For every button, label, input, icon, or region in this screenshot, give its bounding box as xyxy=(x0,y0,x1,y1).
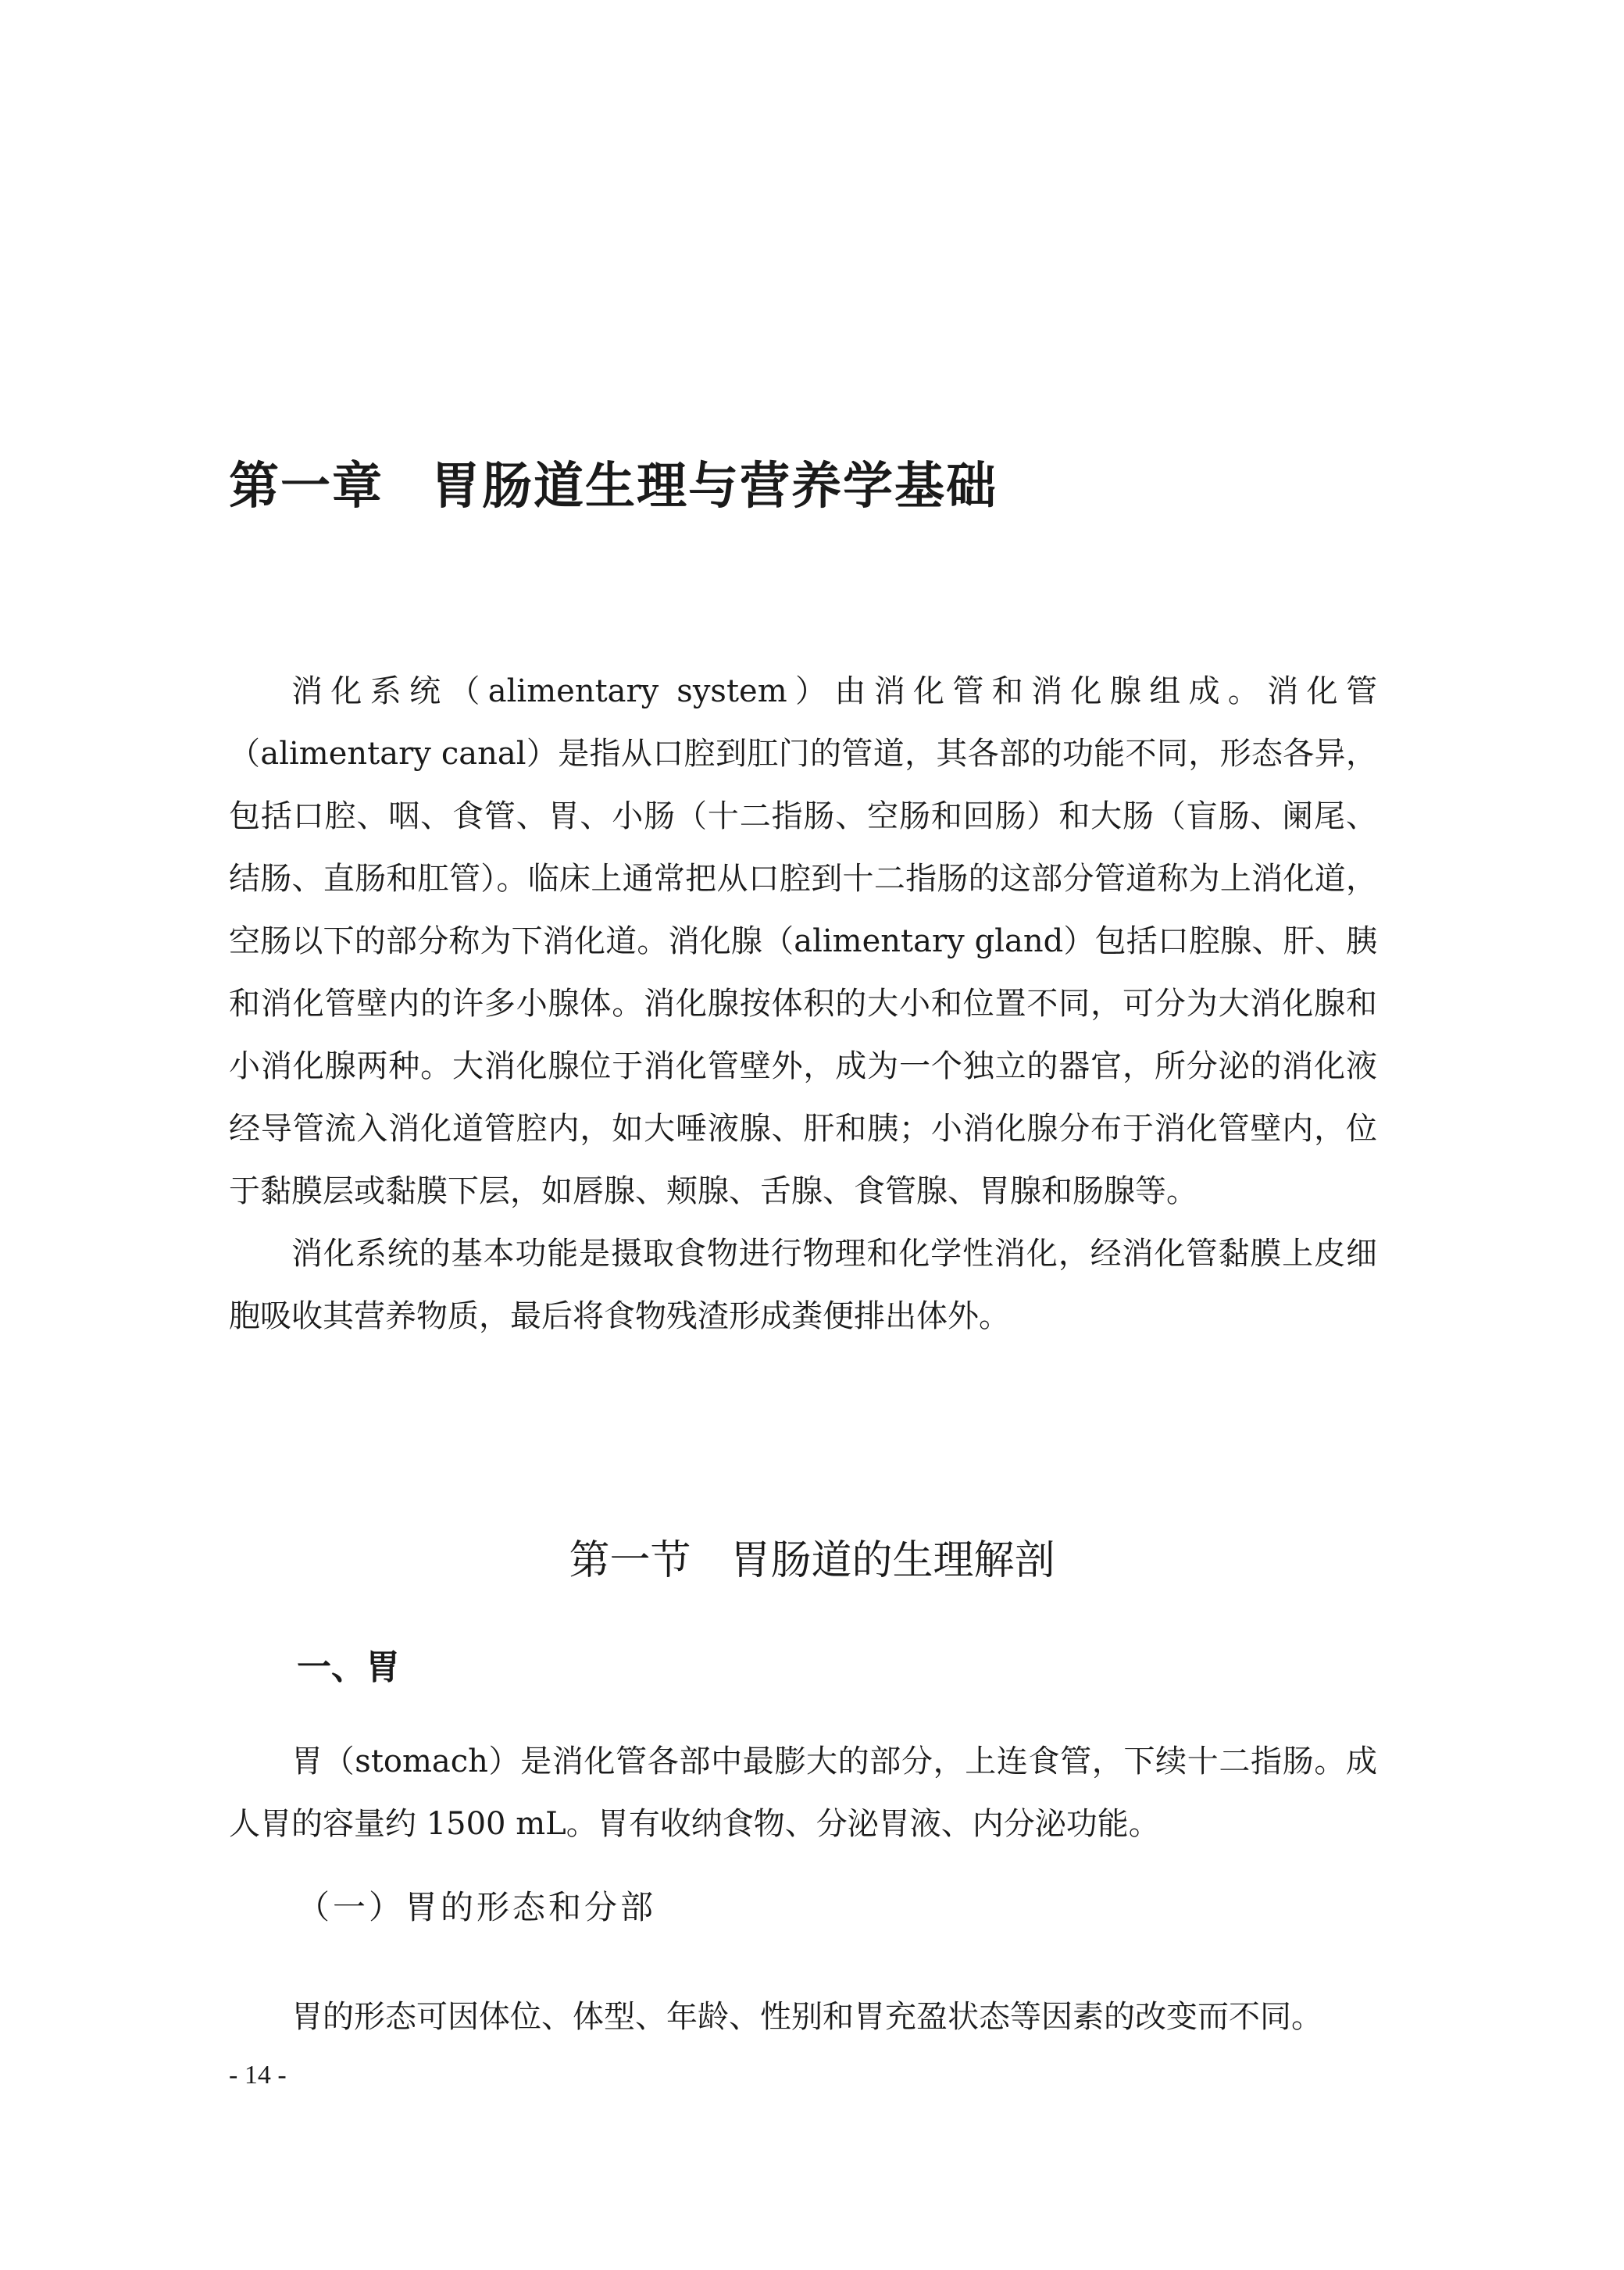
intro-paragraph: 消化系统的基本功能是摄取食物进行物理和化学性消化，经消化管黏膜上皮细胞吸收其营养物质，最后将食物残渣形成粪便排出体外。 xyxy=(229,1236,1377,1334)
section-title xyxy=(0,1529,1624,1592)
page-number: - 14 - xyxy=(229,2061,287,2090)
chapter-number: 第一章 xyxy=(229,458,384,516)
subsection-heading: 一、胃 xyxy=(297,1647,400,1687)
section-name: 胃肠道的生理解剖 xyxy=(730,1537,1055,1584)
morphology-paragraph: 胃的形态可因体位、体型、年龄、性别和胃充盈状态等因素的改变而不同。 xyxy=(291,1999,1322,2035)
morphology-text xyxy=(229,1986,1377,2048)
intro-paragraph: 消化系统（alimentary system）由消化管和消化腺组成。消化管（alimentary canal）是指从口腔到肛门的管道，其各部的功能不同，形态各异，包括口腔、咽、食管、胃、小肠（十二指肠、空肠和回肠）和大肠（盲肠、阑尾、结肠、直肠和肛管）。临床上通常把从口腔到十二指肠的这部分管道称为上消化道，空肠以下的部分称为下消化道。消化腺（alimentary gland）包括口腔腺、肝、胰和消化管壁内的许多小腺体。消化腺按体积的大小和位置不同，可分为大消化腺和小消化腺两种。大消化腺位于消化管壁外，成为一个独立的器官，所分泌的消化液经导管流入消化道管腔内，如大唾液腺、肝和胰；小消化腺分布于消化管壁内，位于黏膜层或黏膜下层，如唇腺、颊腺、舌腺、食管腺、胃腺和肠腺等。 xyxy=(229,673,1377,1209)
stomach-text xyxy=(229,1730,1377,1855)
intro-text xyxy=(229,660,1377,1347)
chapter-name: 胃肠道生理与营养学基础 xyxy=(430,458,998,516)
chapter-title xyxy=(229,452,1401,522)
stomach-paragraph: 胃（stomach）是消化管各部中最膨大的部分，上连食管，下续十二指肠。成人胃的容量约 1500 mL。胃有收纳食物、分泌胃液、内分泌功能。 xyxy=(229,1744,1377,1842)
subsubsection-heading: （一）胃的形态和分部 xyxy=(297,1888,657,1926)
section-number: 第一节 xyxy=(569,1537,691,1584)
